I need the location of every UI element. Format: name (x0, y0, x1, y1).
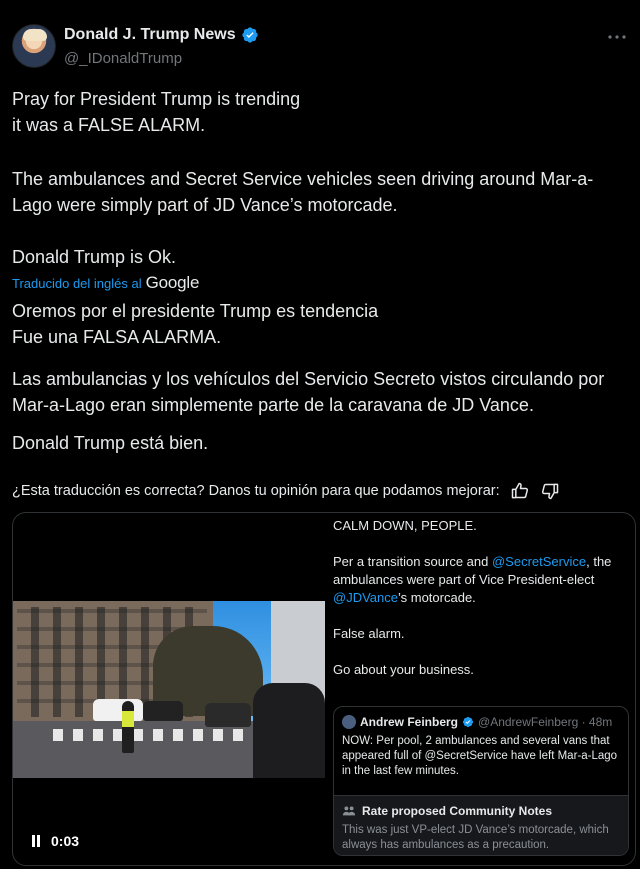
thumbs-down-icon[interactable] (540, 481, 560, 501)
people-icon (342, 805, 356, 817)
verified-badge-icon (241, 26, 259, 44)
pause-icon[interactable] (31, 835, 41, 847)
embedded-post-body: NOW: Per pool, 2 ambulances and several vans that appeared full of @SecretService have left Mar-a-Lago in the last few minutes. (342, 735, 618, 777)
google-logo: Google (145, 273, 200, 292)
embedded-author-name[interactable]: Andrew Feinberg (360, 715, 459, 729)
post-text-original-2: The ambulances and Secret Service vehicles seen driving around Mar-a-Lago were simply part of JD Vance’s motorcade. (12, 169, 594, 215)
embedded-post[interactable] (333, 706, 629, 856)
author-avatar[interactable] (12, 24, 56, 68)
quoted-media-card[interactable] (12, 512, 636, 866)
more-icon[interactable] (606, 28, 628, 46)
video-crowd (253, 683, 325, 778)
quoted-line-3: False alarm. (333, 626, 405, 641)
video-time: 0:03 (51, 833, 80, 849)
video-player[interactable] (13, 601, 325, 778)
video-controls (31, 833, 79, 849)
video-car (205, 703, 251, 727)
video-officer (122, 701, 134, 753)
author-display-name[interactable]: Donald J. Trump News (64, 26, 236, 43)
mention-secretservice[interactable]: @SecretService (491, 554, 587, 569)
post-text-translated-3: Donald Trump está bien. (12, 433, 209, 453)
video-crosswalk (53, 729, 253, 741)
embedded-post-header (342, 715, 612, 729)
post-text-original-1: Pray for President Trump is trending it was a FALSE ALARM. (12, 89, 301, 135)
community-notes-panel[interactable] (334, 795, 628, 856)
mention-jdvance[interactable]: @JDVance (333, 590, 398, 605)
video-car (143, 701, 183, 721)
community-notes-header (342, 804, 552, 818)
quoted-line-4: Go about your business. (333, 662, 474, 677)
embedded-handle-time: @AndrewFeinberg · 48m (478, 715, 613, 729)
community-notes-body: This was just VP-elect JD Vance’s motorcade, which always has ambulances as a precaution. (342, 824, 609, 851)
post-text-original-3: Donald Trump is Ok. (12, 247, 177, 267)
embedded-avatar[interactable] (342, 715, 356, 729)
community-notes-title[interactable]: Rate proposed Community Notes (362, 804, 553, 818)
quoted-post-text (333, 517, 629, 679)
post-text-translated-1: Oremos por el presidente Trump es tendencia Fue una FALSA ALARMA. (12, 301, 379, 347)
quoted-line-1: CALM DOWN, PEOPLE. (333, 518, 477, 533)
translation-attribution (12, 273, 199, 293)
author-name-row (64, 26, 259, 44)
video-officer-vest (122, 711, 134, 727)
translation-label: Traducido del inglés al (12, 275, 142, 291)
author-handle[interactable]: @_IDonaldTrump (64, 50, 183, 67)
verified-badge-icon (462, 716, 474, 728)
quoted-line-2: Per a transition source and @SecretService, the ambulances were part of Vice President-elect @JDVance’s motorcade. (333, 554, 612, 605)
video-car (93, 699, 143, 721)
post-text-translated-2: Las ambulancias y los vehículos del Servicio Secreto vistos circulando por Mar-a-Lago eran simplemente parte de la caravana de JD Vance. (12, 369, 605, 415)
translation-feedback (12, 481, 628, 501)
feedback-prompt: ¿Esta traducción es correcta? Danos tu opinión para que podamos mejorar: (12, 483, 500, 499)
post-header (12, 24, 628, 74)
thumbs-up-icon[interactable] (510, 481, 530, 501)
